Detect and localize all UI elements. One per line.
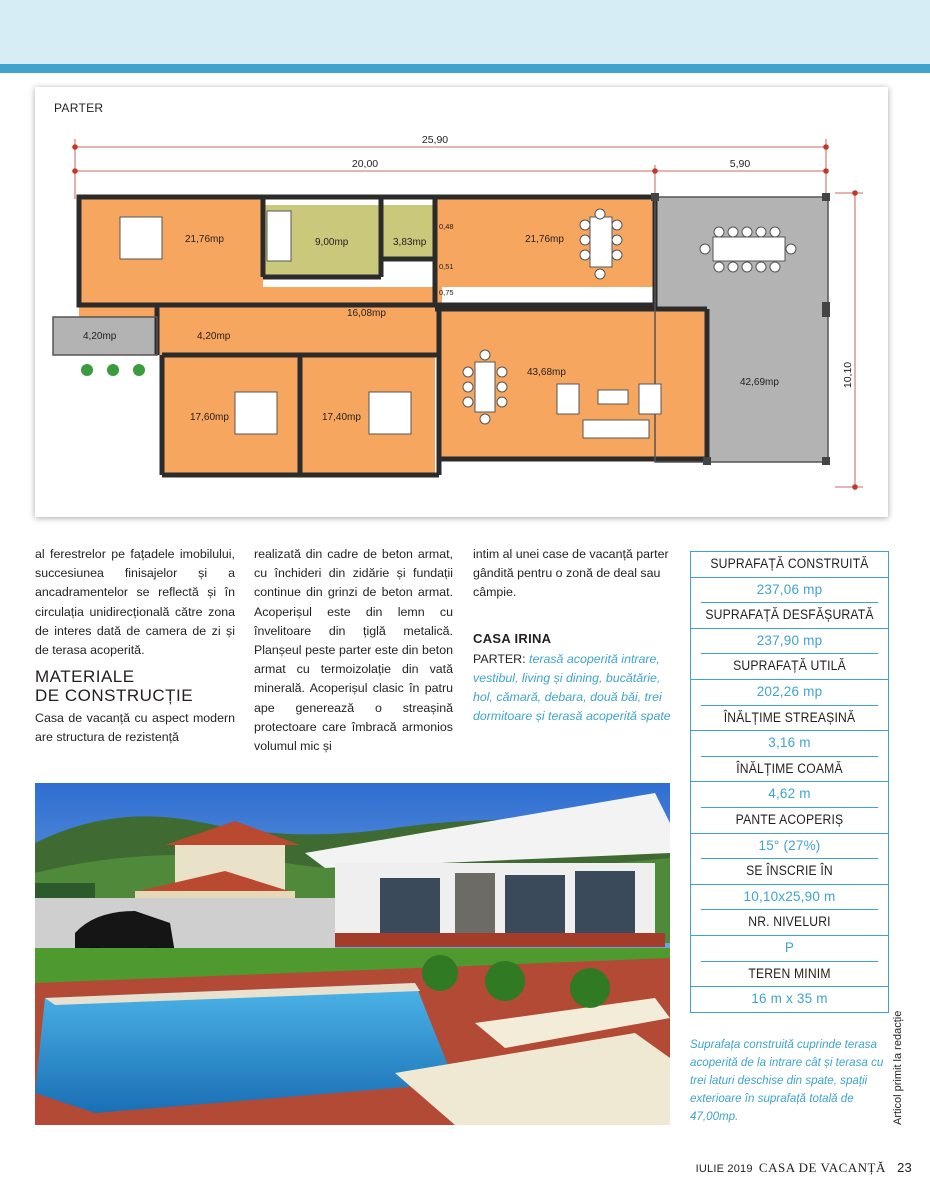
- text-column-2: [254, 545, 453, 756]
- area-entry-terrace: 4,20mp: [83, 331, 117, 342]
- spec-label: ÎNĂLȚIME COAMĂ: [701, 756, 878, 782]
- spec-value: 16 m x 35 m: [691, 986, 888, 1012]
- top-accent-line: [0, 64, 930, 73]
- spec-label: ÎNĂLȚIME STREAȘINĂ: [701, 705, 878, 731]
- top-color-band: [0, 0, 930, 64]
- footer-issue: IULIE 2019: [695, 1163, 753, 1175]
- dim-total: 25,90: [421, 134, 449, 146]
- bed-1: [120, 217, 162, 259]
- text-column-3: [473, 545, 672, 726]
- floor-plan-drawing: [35, 87, 888, 517]
- text-column-1: [35, 545, 235, 748]
- spec-table: [690, 551, 889, 1013]
- dim-left: 20,00: [351, 158, 379, 170]
- house-rendering-photo: [35, 783, 670, 1125]
- area-hall: 16,08mp: [347, 308, 386, 319]
- spec-label: NR. NIVELURI: [701, 909, 878, 935]
- spec-label: SUPRAFAȚĂ UTILĂ: [701, 653, 878, 679]
- spec-value: 237,90 mp: [691, 628, 888, 654]
- sofa: [583, 420, 649, 438]
- spec-value: 202,26 mp: [691, 679, 888, 705]
- spec-label: TEREN MINIM: [701, 961, 878, 987]
- spec-value: 10,10x25,90 m: [691, 884, 888, 910]
- dim-right: 5,90: [729, 158, 751, 170]
- col1-paragraph-1: al ferestrelor pe fațadele imobilului, succesiunea finisajelor și a ancadramentelor se reflectă și în circulația unidirecțională către zona de interes dată de camera de zi și de terasa acoperită.: [35, 547, 235, 658]
- area-living: 43,68mp: [527, 367, 566, 378]
- spec-value: 15° (27%): [691, 833, 888, 859]
- dim-height: 10,10: [842, 361, 854, 389]
- side-note: Articol primit la redacție: [892, 1010, 904, 1125]
- spec-label: PANTE ACOPERIȘ: [701, 807, 878, 833]
- plan-label: PARTER: [54, 101, 104, 115]
- area-bedroom1: 21,76mp: [185, 234, 224, 245]
- bed-2: [235, 392, 277, 434]
- bed-3: [369, 392, 411, 434]
- floor-plan-panel: [35, 87, 888, 517]
- spec-label: SUPRAFAȚĂ DESFĂȘURATĂ: [701, 602, 878, 628]
- casa-irina-heading: CASA IRINA: [473, 630, 552, 646]
- materials-heading: MATERIALE DE CONSTRUCȚIE: [35, 667, 194, 706]
- dining-table: [475, 362, 495, 412]
- area-bath2: 3,83mp: [393, 237, 427, 248]
- spec-label: SUPRAFAȚĂ CONSTRUITĂ: [710, 556, 869, 571]
- spec-value: P: [691, 935, 888, 961]
- area-back-terrace: 42,69mp: [740, 377, 779, 388]
- kitchen-table: [590, 217, 612, 267]
- dim-small-3: 0,75: [439, 288, 454, 297]
- col2-paragraph-1: realizată din cadre de beton armat, cu închideri din zidărie și fundații continue din grinzi de beton armat. Acoperișul este din lemn cu învelitoare din țiglă metalică. Planșeul peste parter este din beton armat cu termoizolație din vată minerală. Acoperișul clasic în patru ape generează o streașină protectoare care îmbracă armonios volumul mic și: [254, 547, 453, 754]
- bath2-area: [383, 205, 435, 259]
- terrace-table: [713, 237, 785, 261]
- photo-caption: Suprafața construită cuprinde terasa acoperită de la intrare cât și terasa cu trei laturi deschise din spate, spații exterioare în suprafață totală de 47,00mp.: [690, 1038, 884, 1123]
- area-bedroom2: 17,60mp: [190, 412, 229, 423]
- area-bedroom3: 17,40mp: [322, 412, 361, 423]
- page-number: 23: [897, 1160, 912, 1175]
- area-kitchen: 21,76mp: [525, 234, 564, 245]
- footer-magazine: CASA DE VACANȚĂ: [758, 1160, 886, 1175]
- spec-label: SE ÎNSCRIE ÎN: [701, 858, 878, 884]
- col1-paragraph-2: Casa de vacanță cu aspect modern are structura de rezistență: [35, 711, 235, 745]
- spec-value: 237,06 mp: [691, 577, 888, 603]
- area-bath1: 9,00mp: [315, 237, 349, 248]
- dim-small-1: 0,48: [439, 222, 454, 231]
- casa-irina-description: PARTER: terasă acoperită intrare, vestibul, living și dining, bucătărie, hol, cămară, debara, două băi, trei dormitoare și terasă acoperită spate: [473, 651, 671, 723]
- dim-small-2: 0,51: [439, 262, 454, 271]
- bedroom2-area: [162, 355, 298, 475]
- spec-value: 4,62 m: [691, 781, 888, 807]
- hall-vestibule-area: [157, 305, 439, 355]
- page-footer: [696, 1160, 912, 1176]
- area-vestibule: 4,20mp: [197, 331, 231, 342]
- spec-value: 3,16 m: [691, 730, 888, 756]
- col3-paragraph-1: intim al unei case de vacanță parter gândită pentru o zonă de deal sau câmpie.: [473, 547, 669, 600]
